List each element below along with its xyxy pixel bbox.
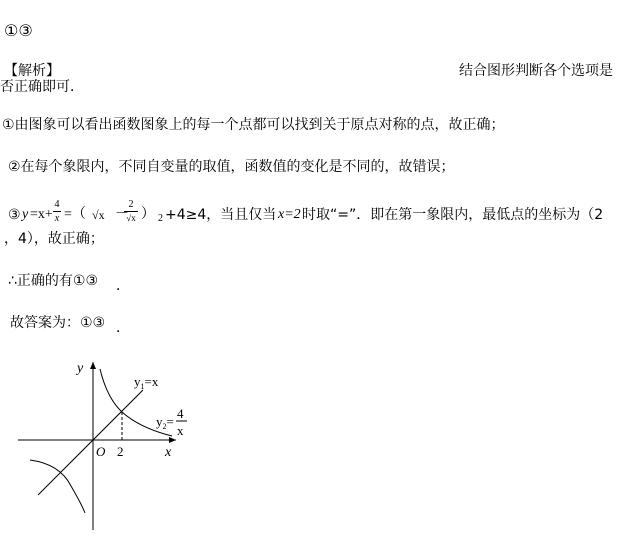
- y2-numerator: 4: [177, 406, 184, 421]
- analysis-intro-right: 结合图形判断各个选项是: [459, 63, 613, 79]
- frac-numerator: 4: [54, 199, 60, 210]
- formula-tail2: 时取“=”．即在第一象限内，最低点的坐标为（2: [302, 207, 604, 223]
- conclusion-dot: ．: [116, 278, 130, 294]
- y1-label: $y_1=x$: [134, 374, 159, 391]
- y2-label: $y_2=$: [156, 414, 174, 431]
- formula-eq-x: =x+: [30, 207, 53, 222]
- formula-cond: x=2: [278, 207, 301, 222]
- frac2-denominator: √x: [126, 213, 136, 223]
- tick-2-label: 2: [117, 444, 124, 459]
- analysis-label: 【解析】: [4, 63, 60, 79]
- formula-close: ）: [141, 207, 155, 222]
- frac2-numerator: 2: [128, 199, 134, 210]
- conclusion-text: ∴正确的有①③: [8, 273, 99, 289]
- statement-2: ②在每个象限内，不同自变量的取值，函数值的变化是不同的，故错误；: [8, 159, 455, 175]
- statement-1: ①由图象可以看出函数图象上的每一个点都可以找到关于原点对称的点，故正确；: [2, 117, 505, 133]
- final-answer-dot: ．: [116, 320, 130, 336]
- statement-3-prefix: ③: [8, 207, 21, 223]
- formula-sqrt-x: √x: [92, 208, 105, 222]
- formula-eq-open: =（: [64, 207, 86, 222]
- frac-denominator: x: [54, 213, 60, 224]
- answer-text: ①③: [4, 21, 33, 40]
- formula-tail: +4≥4，当且仅当: [165, 207, 277, 223]
- hyperbola-branch-2: [30, 460, 85, 513]
- formula-power: 2: [158, 213, 163, 224]
- formula-y: y: [22, 207, 29, 222]
- line-y1: [38, 390, 143, 495]
- x-axis-label: x: [165, 445, 172, 460]
- formula-minus: －: [115, 207, 129, 222]
- y2-denominator: x: [177, 423, 184, 438]
- final-answer-text: 故答案为：①③: [10, 315, 106, 331]
- y-axis-label: y: [77, 361, 84, 376]
- statement-3-line2: ，4），故正确；: [4, 231, 104, 247]
- analysis-intro-left: 否正确即可．: [0, 79, 84, 95]
- origin-label: O: [96, 444, 106, 459]
